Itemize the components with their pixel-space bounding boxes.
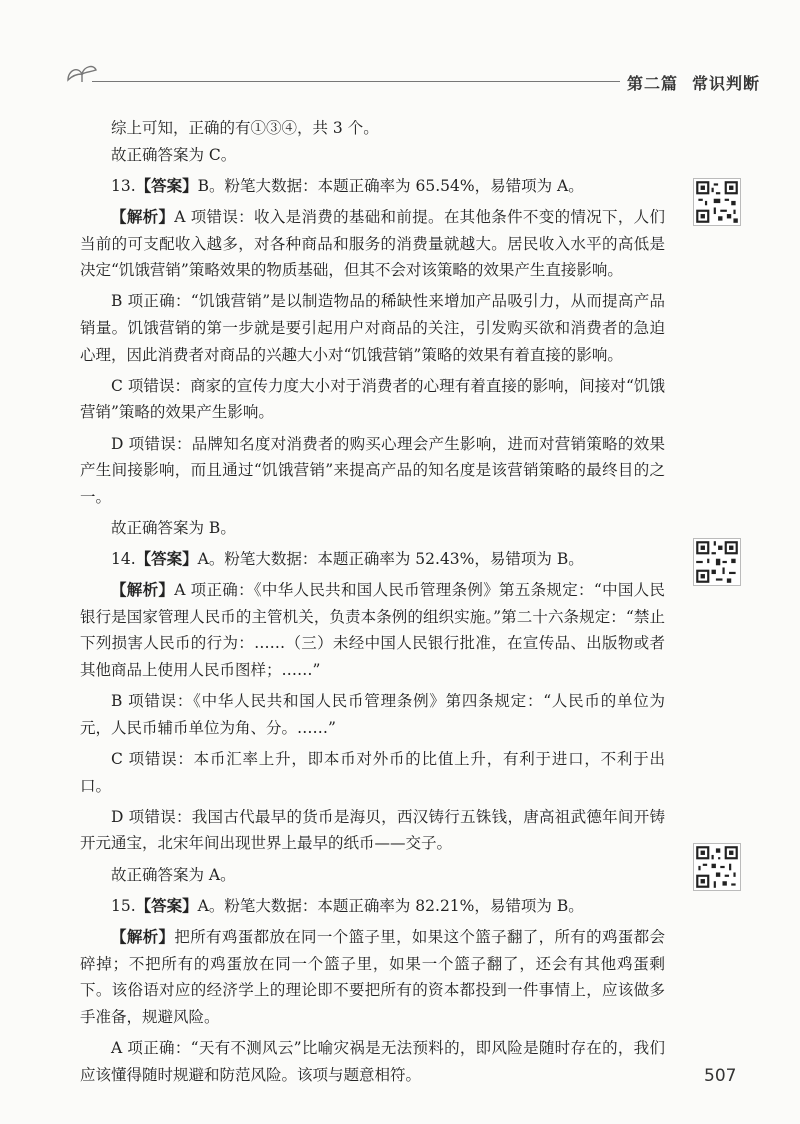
question-14-answer: 14.【答案】A。粉笔大数据：本题正确率为 52.43%，易错项为 B。 [111,549,584,569]
question-14-analysis-a: 【解析】A 项正确：《中华人民共和国人民币管理条例》第五条规定：“中国人民银行是国家管理人民币的主管机关，负责本条例的组织实施。”第二十六条规定：“禁止下列损害人民币的行为：……（三）未经中国人民银行批准，在宣传品、出版物或者其他商品上使用人民币图样；……” [80,580,665,680]
section-label: 【答案】 [135,895,198,915]
section-label: 【解析】 [111,926,175,946]
question-13-analysis-d: D 项错误：品牌知名度对消费者的购买心理会产生影响，进而对营销策略的效果产生间接影响，而且通过“饥饿营销”来提高产品的知名度是该营销策略的最终目的之一。 [80,434,665,506]
running-header [627,71,774,94]
qr-code-icon[interactable] [693,843,741,891]
question-13-answer: 13.【答案】B。粉笔大数据：本题正确率为 65.54%，易错项为 A。 [111,175,584,195]
question-13-analysis-a: 【解析】A 项错误：收入是消费的基础和前提。在其他条件不变的情况下，人们当前的可支配收入越多，对各种商品和服务的消费量就越大。居民收入水平的高低是决定“饥饿营销”策略效果的物质基础，但其不会对该策略的效果产生直接影响。 [80,206,665,280]
section-label: 【解析】 [111,580,175,600]
question-14-analysis-c: C 项错误：本币汇率上升，即本币对外币的比值上升，有利于进口，不利于出口。 [80,750,665,795]
page-number: 507 [704,1066,737,1086]
question-15-answer: 15.【答案】A。粉笔大数据：本题正确率为 82.21%，易错项为 B。 [111,895,584,915]
question-13-analysis-c: C 项错误：商家的宣传力度大小对于消费者的心理有着直接的影响，间接对“饥饿营销”策略的效果产生影响。 [80,376,665,422]
question-15-analysis: 【解析】把所有鸡蛋都放在同一个篮子里，如果这个篮子翻了，所有的鸡蛋都会碎掉；不把所有的鸡蛋放在同一个篮子里，如果一个篮子翻了，还会有其他鸡蛋剩下。该俗语对应的经济学上的理论即不要把所有的资本都投到一件事情上，应该做多手准备，规避风险。 [80,926,665,1026]
header-rule [92,81,620,82]
qr-code-icon[interactable] [693,178,741,226]
answer-conclusion: 故正确答案为 B。 [111,518,236,537]
answer-conclusion: 故正确答案为 A。 [111,865,236,884]
section-label: 【答案】 [135,549,198,569]
answer-conclusion: 故正确答案为 C。 [111,145,237,164]
summary-line: 综上可知，正确的有①③④，共 3 个。 [111,119,379,137]
section-label: 【解析】 [111,206,175,226]
header-part: 第二篇 [627,74,679,93]
question-13-analysis-b: B 项正确：“饥饿营销”是以制造物品的稀缺性来增加产品吸引力，从而提高产品销量。饥饿营销的第一步就是要引起用户对商品的关注，引发购买欲和消费者的急迫心理，因此消费者对商品的兴趣大小对“饥饿营销”策略的效果有着直接的影响。 [80,292,665,364]
qr-code-icon[interactable] [693,538,741,586]
section-label: 【答案】 [135,175,198,195]
header-section: 常识判断 [692,74,761,93]
answer-explanations [80,115,665,1093]
question-14-analysis-d: D 项错误：我国古代最早的货币是海贝，西汉铸行五铢钱，唐高祖武德年间开铸开元通宝，北宋年间出现世界上最早的纸币——交子。 [80,807,665,853]
question-15-analysis-a: A 项正确：“天有不测风云”比喻灾祸是无法预料的，即风险是随时存在的，我们应该懂得随时规避和防范风险。该项与题意相符。 [80,1038,665,1084]
question-14-analysis-b: B 项错误：《中华人民共和国人民币管理条例》第四条规定：“人民币的单位为元，人民币辅币单位为角、分。……” [80,692,665,737]
